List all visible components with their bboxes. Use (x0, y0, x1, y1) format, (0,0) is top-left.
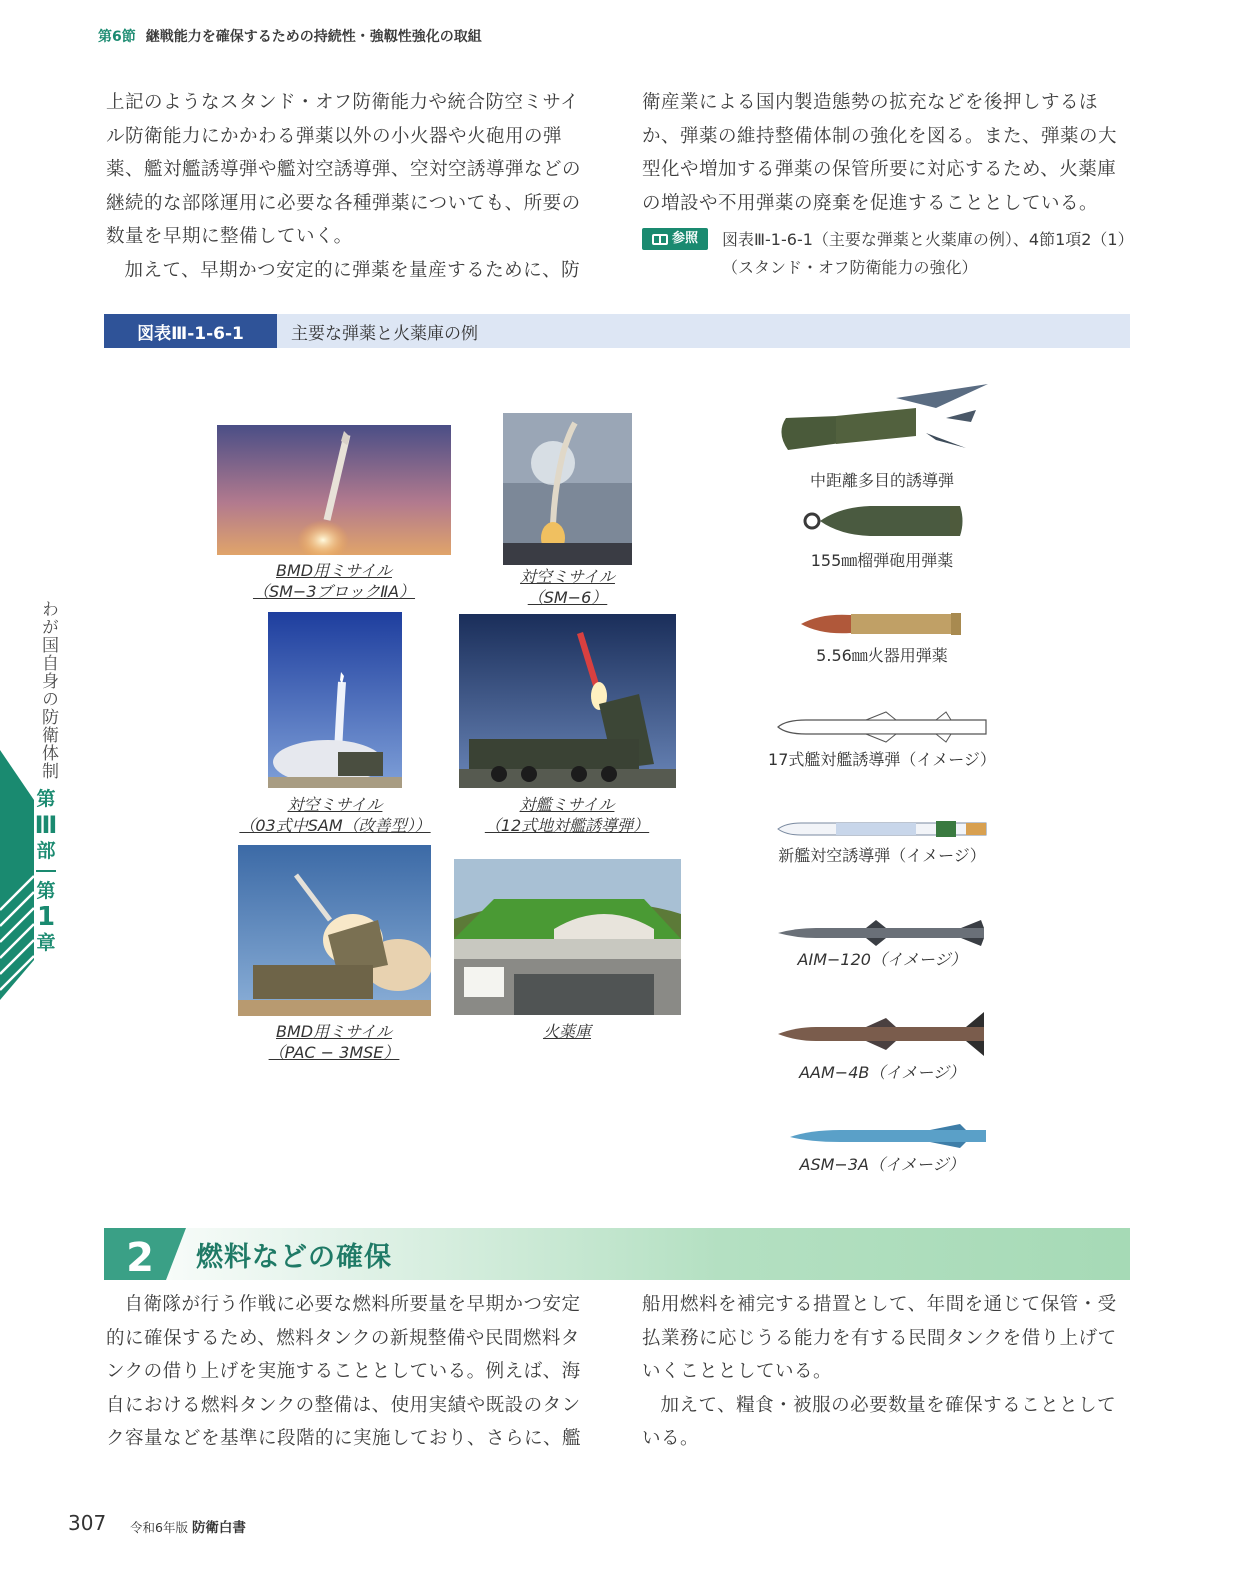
photo-sm3-launch (217, 425, 451, 555)
reference-badge: 参照 (642, 228, 708, 250)
side-tab-stripes (0, 750, 34, 1000)
reference-link[interactable]: 図表Ⅲ-1-6-1（主要な弾薬と火薬庫の例）、4節1項2（1）（スタンド・オフ防衛能力の強化） (722, 230, 1134, 277)
ammo-caption: 5.56㎜火器用弾薬 (816, 646, 948, 665)
photo-caption: 対空ミサイル （SM−6） (520, 567, 615, 607)
photo-caption: BMD用ミサイル （PAC − 3MSE） (268, 1022, 400, 1062)
publication-name: 令和6年版 防衛白書 (130, 1520, 246, 1536)
section2-right-column (642, 1288, 1132, 1456)
figure-number: 図表Ⅲ-1-6-1 (104, 314, 277, 348)
new-sam-image (776, 818, 990, 840)
paragraph: 加えて、早期かつ安定的に弾薬を量産するために、防 (124, 259, 581, 281)
ammo-caption: ASM−3A（イメージ） (799, 1155, 965, 1174)
svg-text:2: 2 (126, 1235, 154, 1280)
photo-pac3-launch (238, 845, 431, 1016)
figure-title-bar (104, 314, 1130, 348)
ammo-caption: AIM−120（イメージ） (797, 950, 967, 969)
photo-ammo-magazine (454, 859, 681, 1015)
ammo-caption: 中距離多目的誘導弾 (809, 471, 954, 490)
section-number: 第6節 (98, 29, 136, 45)
paragraph: 上記のようなスタンド・オフ防衛能力や統合防空ミサイル防衛能力にかかわる弾薬以外の小火器や火砲用の弾薬、艦対艦誘導弾や艦対空誘導弾、空対空誘導弾などの継続的な部隊運用に必要な各種弾薬についても、所要の数量を早期に整備していく。 (106, 92, 582, 247)
paragraph: 衛産業による国内製造態勢の拡充などを後押しするほか、弾薬の維持整備体制の強化を図る。また、弾薬の大型化や増加する弾薬の保管所要に対応するため、火薬庫の増設や不用弾薬の廃棄を促進することとしている。 (642, 92, 1118, 214)
aam4b-image (776, 1012, 990, 1056)
ammo-caption: 17式艦対艦誘導弾（イメージ） (768, 750, 996, 769)
556mm-round-image (801, 611, 963, 637)
asm3a-image (790, 1124, 988, 1148)
aim120-image (776, 920, 990, 946)
photo-caption: 火薬庫 (542, 1022, 591, 1041)
paragraph: 船用燃料を補完する措置として、年間を通じて保管・受払業務に応じうる能力を有する民間タンクを借り上げていくこととしている。 (642, 1294, 1117, 1382)
paragraph: 自衛隊が行う作戦に必要な燃料所要量を早期かつ安定的に確保するため、燃料タンクの新規整備や民間燃料タンクの借り上げを実施することとしている。例えば、海自における燃料タンクの整備は、使用実績や既設のタンク容量などを基準に段階的に実施しており、さらに、艦 (106, 1294, 582, 1449)
figure-title: 主要な弾薬と火薬庫の例 (291, 323, 478, 344)
photo-sm6-launch (503, 413, 632, 565)
body-right-column (642, 86, 1132, 220)
page-number: 307 (68, 1511, 107, 1535)
ammo-caption: AAM−4B（イメージ） (799, 1063, 965, 1082)
photo-type12-launch (459, 614, 676, 788)
section2-title: 燃料などの確保 (196, 1241, 392, 1273)
section-title: 継戦能力を確保するための持続性・強靱性強化の取組 (145, 29, 482, 45)
ammo-caption: 155㎜榴弾砲用弾薬 (810, 551, 954, 570)
155mm-shell-image (800, 503, 965, 539)
side-tab-part: 第 Ⅲ 部 第 1 章 (34, 788, 58, 954)
paragraph: 加えて、糧食・被服の必要数量を確保することとしている。 (642, 1394, 1117, 1449)
section2-banner (104, 1228, 1130, 1280)
section2-left-column (106, 1288, 596, 1456)
mmpm-missile-image (776, 378, 988, 466)
book-icon (652, 234, 668, 245)
photo-caption: 対艦ミサイル （12式地対艦誘導弾） (484, 795, 650, 835)
photo-caption: 対空ミサイル （03式中SAM（改善型）） (239, 795, 431, 835)
section-header (98, 26, 482, 46)
ammo-caption: 新艦対空誘導弾（イメージ） (778, 846, 986, 865)
photo-03sam-launch (268, 612, 402, 788)
side-tab-label: わが国自身の防衛体制 (38, 600, 58, 780)
photo-caption: BMD用ミサイル （SM−3ブロックⅡA） (252, 561, 416, 601)
body-left-column (106, 86, 596, 287)
type17-ssm-image (776, 710, 990, 744)
section-number-badge (104, 1228, 186, 1280)
